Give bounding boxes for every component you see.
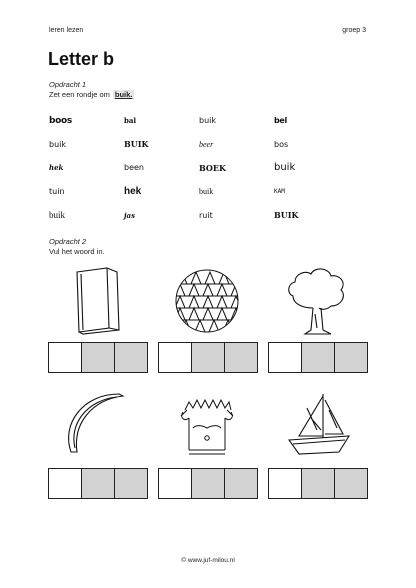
letter-box[interactable]: [159, 469, 192, 498]
melon-slice-icon: [57, 388, 137, 460]
word-grid: [49, 109, 349, 227]
word-cell[interactable]: BUIK: [124, 139, 149, 150]
word-cell[interactable]: buik: [274, 162, 296, 174]
exercise-1-instruction: [49, 90, 134, 99]
header-subject: leren lezen: [49, 27, 84, 34]
word-cell[interactable]: tuin: [49, 187, 65, 197]
letter-box[interactable]: [225, 469, 257, 498]
book-icon: [57, 264, 137, 336]
letter-box[interactable]: [115, 469, 147, 498]
header-grade: groep 3: [342, 27, 366, 34]
instruction-text: Zet een rondje om: [49, 90, 110, 99]
sailboat-icon: [277, 388, 357, 460]
word-cell[interactable]: bos: [274, 139, 289, 149]
letter-box[interactable]: [49, 469, 82, 498]
letter-boxes: [48, 342, 148, 373]
word-cell[interactable]: KAM: [274, 188, 285, 196]
letter-box[interactable]: [335, 343, 367, 372]
letter-boxes: [158, 468, 258, 499]
word-row: [49, 156, 349, 180]
letter-box[interactable]: [302, 343, 335, 372]
word-cell[interactable]: buik: [199, 187, 214, 197]
word-row: [49, 109, 349, 133]
letter-box[interactable]: [115, 343, 147, 372]
word-cell[interactable]: boos: [49, 115, 72, 126]
word-row: [49, 203, 349, 227]
word-cell[interactable]: buik: [49, 139, 67, 149]
letter-box[interactable]: [82, 469, 115, 498]
letter-box[interactable]: [269, 469, 302, 498]
letter-box[interactable]: [225, 343, 257, 372]
letter-boxes: [268, 342, 368, 373]
word-cell[interactable]: bal: [124, 116, 137, 126]
letter-box[interactable]: [192, 469, 225, 498]
letter-box[interactable]: [302, 469, 335, 498]
word-cell[interactable]: BOEK: [199, 162, 226, 173]
letter-box[interactable]: [192, 343, 225, 372]
word-row: [49, 133, 349, 157]
word-row: [49, 180, 349, 204]
letter-box[interactable]: [269, 343, 302, 372]
belly-icon: [167, 388, 247, 460]
letter-box[interactable]: [335, 469, 367, 498]
word-cell[interactable]: BUIK: [274, 210, 299, 221]
word-cell[interactable]: been: [124, 163, 144, 173]
letter-box[interactable]: [159, 343, 192, 372]
letter-boxes: [158, 342, 258, 373]
letter-boxes: [48, 468, 148, 499]
exercise-2-label: Opdracht 2: [49, 237, 87, 246]
tree-icon: [277, 264, 357, 336]
letter-boxes: [268, 468, 368, 499]
word-cell[interactable]: buik: [199, 116, 217, 126]
letter-box[interactable]: [49, 343, 82, 372]
word-cell[interactable]: jas: [124, 210, 136, 220]
footer-copyright: © www.juf-milou.nl: [181, 557, 235, 564]
letter-box[interactable]: [82, 343, 115, 372]
word-cell[interactable]: hek: [49, 163, 64, 173]
word-cell[interactable]: hek: [124, 186, 142, 198]
word-cell[interactable]: beer: [199, 139, 214, 149]
word-cell[interactable]: buik: [49, 210, 66, 221]
word-cell[interactable]: ruit: [199, 210, 213, 220]
target-word: buik.: [114, 90, 133, 99]
page-title: Letter b: [48, 49, 115, 69]
word-cell[interactable]: bel: [274, 116, 287, 126]
ball-icon: [167, 264, 247, 336]
exercise-2-instruction: Vul het woord in.: [49, 247, 105, 256]
exercise-1-label: Opdracht 1: [49, 80, 87, 89]
